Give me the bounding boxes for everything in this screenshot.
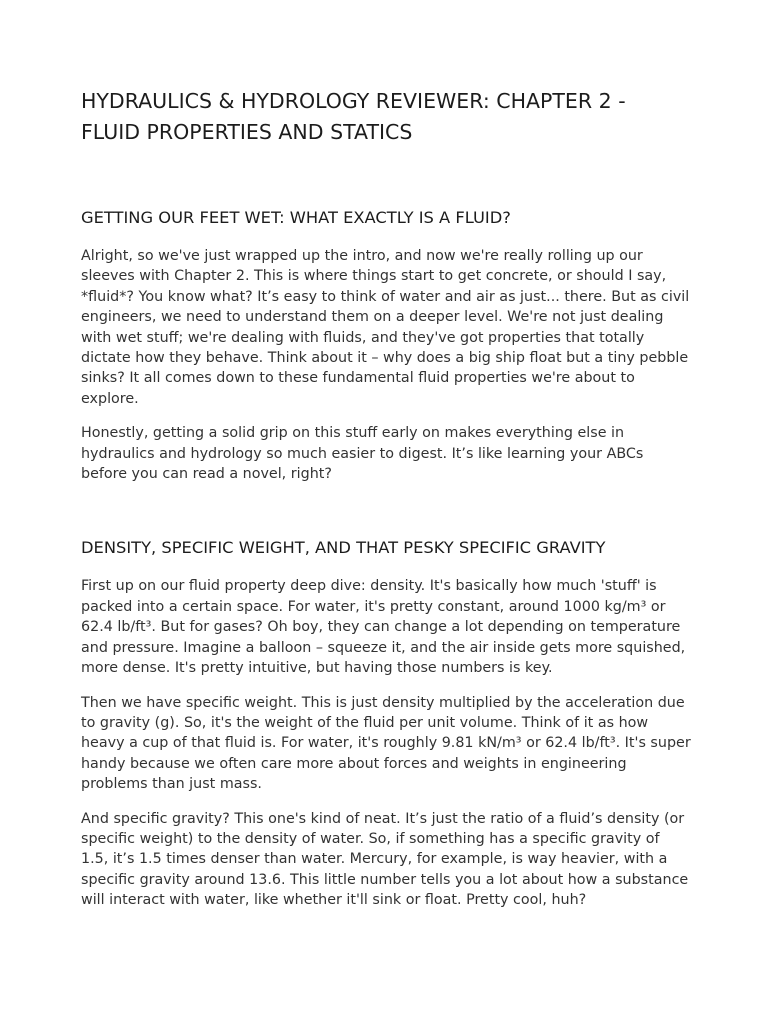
- section-heading: DENSITY, SPECIFIC WEIGHT, AND THAT PESKY SPECIFIC GRAVITY: [81, 538, 606, 558]
- document-page: [81, 86, 691, 911]
- paragraph: First up on our fluid property deep dive: density. It's basically how much 'stuff' is packed into a certain space. For water, it's pretty constant, around 1000 kg/m³ or 62.4 lb/ft³. But for gases? Oh boy, they can change a lot depending on temperature and pressure. Imagine a balloon – squeeze it, and the air inside gets more squished, more dense. It's pretty intuitive, but having those numbers is key.: [81, 578, 686, 677]
- paragraph: And specific gravity? This one's kind of neat. It’s just the ratio of a fluid’s density (or specific weight) to the density of water. So, if something has a specific gravity of 1.5, it’s 1.5 times denser than water. Mercury, for example, is way heavier, with a specific gravity around 13.6. This little number tells you a lot about how a substance will interact with water, like whether it'll sink or float. Pretty cool, huh?: [81, 810, 689, 909]
- paragraph: Alright, so we've just wrapped up the intro, and now we're really rolling up our sleeves with Chapter 2. This is where things start to get concrete, or should I say, *fluid*? You know what? It’s easy to think of water and air as just... there. But as civil engineers, we need to understand them on a deeper level. We're not just dealing with wet stuff; we're dealing with fluids, and they've got properties that totally dictate how they behave. Think about it – why does a big ship float but a tiny pebble sinks? It all comes down to these fundamental fluid properties we're about to explore.: [81, 248, 690, 407]
- document-title: HYDRAULICS & HYDROLOGY REVIEWER: CHAPTER 2 - FLUID PROPERTIES AND STATICS: [81, 89, 626, 144]
- section-heading: GETTING OUR FEET WET: WHAT EXACTLY IS A FLUID?: [81, 208, 511, 227]
- section-what-is-a-fluid: [81, 206, 691, 484]
- paragraph: Then we have specific weight. This is just density multiplied by the acceleration due to gravity (g). So, it's the weight of the fluid per unit volume. Think of it as how heavy a cup of that fluid is. For water, it's roughly 9.81 kN/m³ or 62.4 lb/ft³. It's super handy because we often care more about forces and weights in engineering problems than just mass.: [81, 694, 691, 793]
- paragraph: Honestly, getting a solid grip on this stuff early on makes everything else in hydraulics and hydrology so much easier to digest. It’s like learning your ABCs before you can read a novel, right?: [81, 425, 644, 483]
- section-density-specific-weight-gravity: [81, 536, 691, 910]
